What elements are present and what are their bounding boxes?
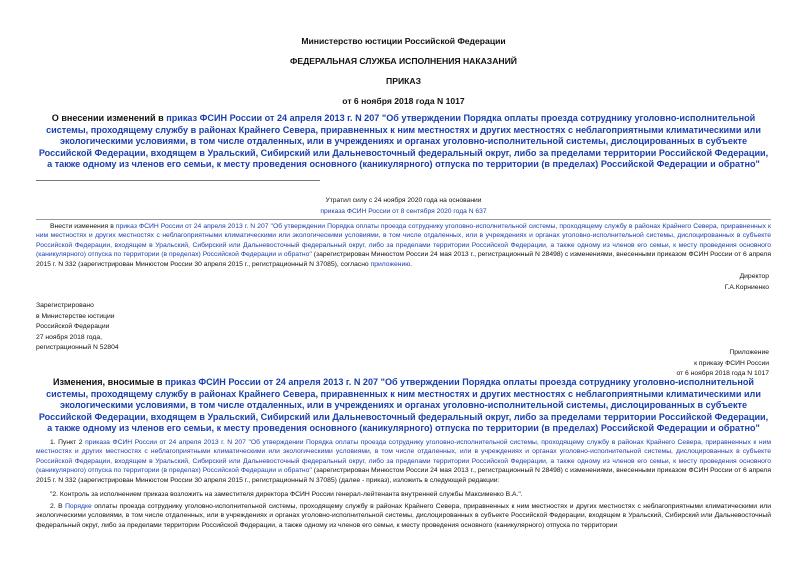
registration-line: Зарегистрировано <box>36 302 94 309</box>
preamble-suffix: . <box>410 260 413 268</box>
item-1-prefix: 1. Пункт 2 <box>50 439 86 446</box>
service-heading: ФЕДЕРАЛЬНАЯ СЛУЖБА ИСПОЛНЕНИЯ НАКАЗАНИЙ <box>290 56 517 66</box>
item-1-order-link[interactable]: приказа ФСИН России от 24 апреля 2013 г. N 207 "Об утверждении Порядка оплаты проезда сотруднику уголовно-исполнительной системы, проходящему службу в районах Крайнего Севера, приравненных к ним местностях и других местностях с неблагоприятными климатическими или экологическими условиями, в том числе отдаленных, или в учреждениях и органах уголовно-исполнительной системы, дислоцированных в субъекте Российской Федерации, входящем в Уральский, Сибирский или Дальневосточный федеральный округ, либо за пределами территории Российской Федерации, а также одному из членов его семьи, к месту проведения основного (каникулярного) отпуска по территории (в пределах) Российской Федерации и обратно" <box>36 439 771 475</box>
ministry-heading: Министерство юстиции Российской Федерации <box>301 36 506 46</box>
order-title-link[interactable]: приказ ФСИН России от 24 апреля 2013 г. N 207 "Об утверждении Порядка оплаты проезда сотруднику уголовно-исполнительной системы, проходящему службу в районах Крайнего Севера, приравненных к ним местностях и других местностях с неблагоприятными климатическими или экологическими условиями, в том числе отдаленных, или в учреждениях и органах уголовно-исполнительной системы, дислоцированных в субъекте Российской Федерации, входящем в Уральский, Сибирский или Дальневосточный федеральный округ, либо за пределами территории Российской Федерации, а также одному из членов его семьи, к месту проведения основного (каникулярного) отпуска по территории (в пределах) Российской Федерации и обратно" <box>38 113 769 170</box>
appendix-line: от 6 ноября 2018 года N 1017 <box>676 370 769 377</box>
validity-note-line1: Утратил силу с 24 ноября 2020 года на основании <box>325 197 482 204</box>
item-1-suffix: (зарегистрирован Минюстом России 24 мая 2013 г., регистрационный N 28498) с изменениями, внесенными приказом ФСИН России от 6 апреля 2015 г. N 332 (зарегистрирован Минюстом России 30 апреля 2015 г., регистрационный N 37085) (далее - приказ), изложить в следующей редакции: <box>36 467 771 484</box>
signature-position: Директор <box>739 273 769 280</box>
appendix-line: к приказу ФСИН России <box>694 359 769 367</box>
validity-divider <box>36 219 771 220</box>
repeal-order-link[interactable]: приказа ФСИН России от 8 сентября 2020 года N 637 <box>320 208 487 215</box>
appendix-header <box>676 348 769 380</box>
item-2-prefix: 2. В <box>50 503 66 510</box>
order-title <box>36 113 771 171</box>
order-date-number: от 6 ноября 2018 года N 1017 <box>342 96 465 106</box>
title-divider <box>36 180 320 181</box>
doc-type-heading: ПРИКАЗ <box>386 76 421 86</box>
item-1-quote: "2. Контроль за исполнением приказа возложить на заместителя директора ФСИН России генерал-лейтенанта внутренней службы Максименко В.А.". <box>50 491 523 498</box>
appendix-title-prefix: Изменения, вносимые в <box>53 377 165 387</box>
registration-line: регистрационный N 52804 <box>36 344 119 352</box>
registration-line: в Министерстве юстиции <box>36 312 115 320</box>
order-title-prefix: О внесении изменений в <box>51 113 167 123</box>
registration-line: 27 ноября 2018 года, <box>36 333 102 341</box>
preamble-paragraph <box>36 222 771 269</box>
registration-line: Российской Федерации <box>36 323 110 331</box>
preamble-prefix: Внести изменения в <box>50 223 116 230</box>
preamble-middle: (зарегистрирован Минюстом России 24 мая 2013 г., регистрационный N 28498) с изменениями, внесенными приказом ФСИН России от 6 апреля 2015 г. N 332 (зарегистрирован Минюстом России 30 апреля 2015 г., регистрационный N 37085), согласно <box>36 251 771 268</box>
preamble-order-link[interactable]: приказ ФСИН России от 24 апреля 2013 г. N 207 "Об утверждении Порядка оплаты проезда сотруднику уголовно-исполнительной системы, проходящему службу в районах Крайнего Севера, приравненных к ним местностях и других местностях с неблагоприятными климатическими или экологическими условиями, в том числе отдаленных, или в учреждениях и органах уголовно-исполнительной системы, дислоцированных в субъекте Российской Федерации, входящем в Уральский, Сибирский или Дальневосточный федеральный округ, либо за пределами территории Российской Федерации, а также одному из членов его семьи, к месту проведения основного (каникулярного) отпуска по территории (в пределах) Российской Федерации и обратно" <box>36 223 771 259</box>
validity-note-line2 <box>0 207 807 217</box>
item-2-suffix: оплаты проезда сотруднику уголовно-исполнительной системы, проходящему службу в районах Крайнего Севера, приравненных к ним местностях и других местностях с неблагоприятными климатическими или экологическими условиями, в том числе отдаленных, или в учреждениях и органах уголовно-исполнительной системы, дислоцированных в субъекте Российской Федерации, входящем в Уральский, Сибирский или Дальневосточный федеральный округ, либо за пределами территории Российской Федерации, а также одному из членов его семьи, к месту проведения основного (каникулярного) отпуска по территории <box>36 503 771 529</box>
appendix-line: Приложение <box>729 349 769 356</box>
appendix-title-link[interactable]: приказ ФСИН России от 24 апреля 2013 г. N 207 "Об утверждении Порядка оплаты проезда сотруднику уголовно-исполнительной системы, проходящему службу в районах Крайнего Севера, приравненных к ним местностях и других местностях с неблагоприятными климатическими или экологическими условиями, в том числе отдаленных, или в учреждениях и органах уголовно-исполнительной системы, дислоцированных в субъекте Российской Федерации, входящем в Уральский, Сибирский или Дальневосточный федеральный округ, либо за пределами территории Российской Федерации, а также одному из членов его семьи, к месту проведения основного (каникулярного) отпуска по территории (в пределах) Российской Федерации и обратно" <box>38 377 769 434</box>
signature-name: Г.А.Корниенко <box>724 283 769 291</box>
registration-block <box>36 301 119 354</box>
procedure-link[interactable]: Порядке <box>65 503 92 510</box>
item-2-paragraph <box>36 502 771 530</box>
signature-block <box>725 272 769 293</box>
appendix-title <box>36 377 771 435</box>
appendix-link[interactable]: приложению <box>370 260 411 268</box>
item-1-paragraph <box>36 438 771 485</box>
